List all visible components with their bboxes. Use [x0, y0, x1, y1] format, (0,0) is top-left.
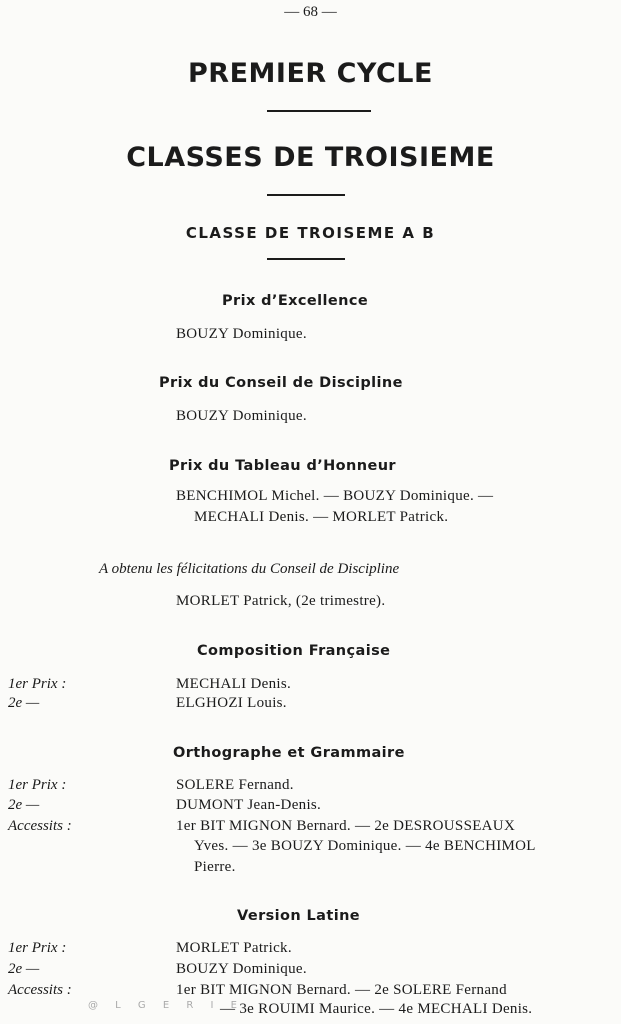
tableau-line-2: MECHALI Denis. — MORLET Patrick.: [194, 509, 449, 525]
orthographe-continuation: Yves. — 3e BOUZY Dominique. — 4e BENCHIMOL: [194, 838, 536, 854]
orthographe-row-value: 1er BIT MIGNON Bernard. — 2e DESROUSSEAUX: [176, 818, 516, 834]
page-number: — 68 —: [284, 4, 337, 20]
excellence-winners: BOUZY Dominique.: [176, 326, 307, 342]
orthographe-heading: Orthographe et Grammaire: [173, 745, 405, 761]
version-latine-row-value: BOUZY Dominique.: [176, 961, 307, 977]
conseil-heading: Prix du Conseil de Discipline: [159, 375, 403, 391]
footer-watermark: @ L G E R I E: [88, 1000, 244, 1011]
version-latine-row-label: Accessits :: [8, 982, 72, 998]
page-title: PREMIER CYCLE: [188, 58, 433, 89]
composition-row-label: 2e —: [8, 695, 40, 711]
orthographe-row-label: Accessits :: [8, 818, 72, 834]
orthographe-row-value: DUMONT Jean-Denis.: [176, 797, 322, 813]
class-divider: [267, 258, 345, 260]
version-latine-row-value: MORLET Patrick.: [176, 940, 292, 956]
subtitle-divider: [267, 194, 345, 196]
composition-heading: Composition Française: [197, 643, 391, 659]
orthographe-row-value: SOLERE Fernand.: [176, 777, 294, 793]
version-latine-heading: Version Latine: [237, 908, 361, 924]
orthographe-row-label: 2e —: [8, 797, 40, 813]
conseil-winners: BOUZY Dominique.: [176, 408, 307, 424]
composition-row-value: MECHALI Denis.: [176, 676, 292, 692]
orthographe-row-label: 1er Prix :: [8, 777, 67, 793]
page-subtitle: CLASSES DE TROISIEME: [126, 142, 495, 173]
felicitations-heading: A obtenu les félicitations du Conseil de Discipline: [99, 561, 400, 577]
tableau-line-1: BENCHIMOL Michel. — BOUZY Dominique. —: [176, 488, 494, 504]
orthographe-continuation: Pierre.: [194, 859, 236, 875]
excellence-heading: Prix d’Excellence: [222, 293, 369, 309]
version-latine-continuation: — 3e ROUIMI Maurice. — 4e MECHALI Denis.: [220, 1001, 533, 1017]
composition-row-label: 1er Prix :: [8, 676, 67, 692]
version-latine-row-label: 1er Prix :: [8, 940, 67, 956]
version-latine-row-label: 2e —: [8, 961, 40, 977]
class-heading: CLASSE DE TROISEME A B: [185, 224, 436, 242]
composition-row-value: ELGHOZI Louis.: [176, 695, 287, 711]
felicitations-winners: MORLET Patrick, (2e trimestre).: [176, 593, 386, 609]
title-divider: [267, 110, 371, 112]
version-latine-row-value: 1er BIT MIGNON Bernard. — 2e SOLERE Fernand: [176, 982, 507, 998]
tableau-heading: Prix du Tableau d’Honneur: [169, 458, 396, 474]
